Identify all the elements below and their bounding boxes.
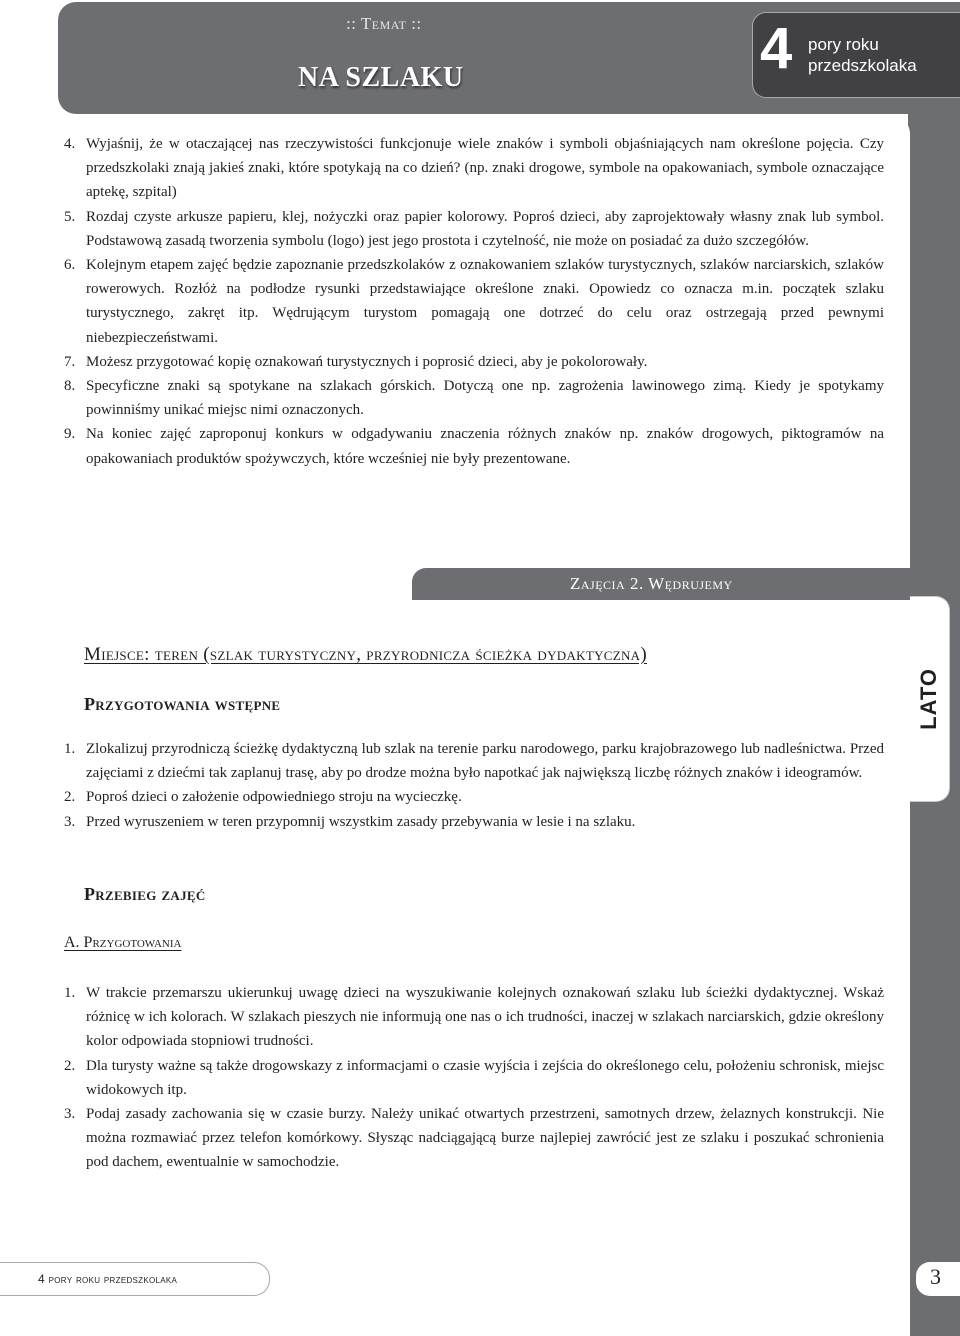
list-item-text: Dla turysty ważne są także drogowskazy z informacjami o czasie wyjścia i zejścia do określonego celu, położeniu schronisk, miejsc widokowych itp.	[86, 1057, 884, 1098]
list-item	[64, 374, 884, 422]
list-item-number: 2.	[64, 789, 76, 806]
preparation-heading: Przygotowania wstępne	[84, 694, 281, 714]
season-tab-label: LATO	[916, 668, 941, 730]
list-item	[64, 1102, 884, 1175]
topic-label: :: Temat ::	[346, 14, 422, 33]
list-item-text: Na koniec zajęć zaproponuj konkurs w odgadywaniu znaczenia różnych znaków np. znaków drogowych, piktogramów na opakowaniach produktów spożywczych, które wcześniej nie były prezentowane.	[86, 426, 884, 467]
list-item	[64, 253, 884, 350]
list-item	[64, 810, 884, 834]
list-item-number: 8.	[64, 378, 76, 395]
brand-number: 4	[760, 16, 793, 81]
list-item	[64, 981, 884, 1054]
subsection-a-heading: A. Przygotowania	[64, 934, 182, 951]
list-item-number: 9.	[64, 426, 76, 443]
section-banner-title: Zajęcia 2. Wędrujemy	[570, 574, 733, 593]
list-item-text: Kolejnym etapem zajęć będzie zapoznanie przedszkolaków z oznakowaniem szlaków turystycznych, szlaków narciarskich, szlaków rowerowych. Rozłóż na podłodze rysunki przedstawiające określone znaki. Opowiedz co oznacza m.in. początek szlaku turystycznego, zakręt itp. Wędrującym turystom pomagają one dotrzeć do celu oraz ostrzegają przed pewnymi niebezpieczeństwami.	[86, 257, 884, 346]
list-item-text: Rozdaj czyste arkusze papieru, klej, nożyczki oraz papier kolorowy. Poproś dzieci, aby zaprojektowały własny znak lub symbol. Podstawową zasadą tworzenia symbolu (logo) jest jego prostota i czytelność, nie może on posiadać za dużo szczegółów.	[86, 208, 884, 249]
footer-brand: 4 pory roku przedszkolaka	[38, 1272, 178, 1286]
subsection-a-list	[64, 981, 884, 1175]
list-item-number: 5.	[64, 208, 76, 225]
list-item-text: W trakcie przemarszu ukierunkuj uwagę dzieci na wyszukiwanie kolejnych oznakowań szlaku lub ścieżki dydaktycznej. Wskaż różnicę w ich kolorach. W szlakach pieszych nie informują one nas o ich trudności, inaczej w szlakach narciarskich, gdzie określony kolor odpowiada stopniowi trudności.	[86, 985, 884, 1050]
location-heading: Miejsce: teren (szlak turystyczny, przyrodnicza ścieżka dydaktyczna)	[84, 644, 647, 665]
list-item	[64, 205, 884, 253]
brand-text	[808, 34, 958, 76]
page-title: NA SZLAKU	[298, 62, 464, 93]
list-item	[64, 132, 884, 205]
list-item-number: 2.	[64, 1057, 76, 1074]
list-item-number: 1.	[64, 741, 76, 757]
list-item-number: 7.	[64, 353, 76, 370]
list-item-number: 1.	[64, 985, 76, 1001]
section-banner	[412, 568, 910, 600]
course-heading: Przebieg zajęć	[84, 884, 206, 904]
list-item-number: 6.	[64, 257, 76, 274]
list-item	[64, 737, 884, 785]
brand-line-1: pory roku	[808, 35, 879, 54]
brand-line-2: przedszkolaka	[808, 56, 917, 75]
list-item	[64, 1054, 884, 1102]
page-number: 3	[930, 1264, 941, 1289]
list-item-number: 3.	[64, 1106, 76, 1123]
list-item-text: Specyficzne znaki są spotykane na szlakach górskich. Dotyczą one np. zagrożenia lawinowego zimą. Kiedy je spotykamy powinniśmy unikać miejsc nimi oznaczonych.	[86, 378, 884, 419]
list-item	[64, 422, 884, 470]
list-item-number: 3.	[64, 813, 76, 830]
list-item-text: Możesz przygotować kopię oznakowań turystycznych i poprosić dzieci, aby je pokolorowały.	[86, 353, 648, 370]
list-item-text: Poproś dzieci o założenie odpowiedniego stroju na wycieczkę.	[86, 789, 462, 806]
list-item-text: Przed wyruszeniem w teren przypomnij wszystkim zasady przebywania w lesie i na szlaku.	[86, 813, 636, 830]
preparation-list	[64, 737, 884, 834]
instruction-list-top	[64, 132, 884, 471]
list-item	[64, 350, 884, 374]
list-item-number: 4.	[64, 136, 76, 152]
list-item-text: Podaj zasady zachowania się w czasie burzy. Należy unikać otwartych przestrzeni, samotnych drzew, żelaznych konstrukcji. Nie można rozmawiać przez telefon komórkowy. Słysząc nadciągającą burze najlepiej zawrócić jest ze szlaku i poszukać schronienia pod dachem, ewentualnie w samochodzie.	[86, 1106, 884, 1171]
list-item-text: Wyjaśnij, że w otaczającej nas rzeczywistości funkcjonuje wiele znaków i symboli objaśniających nam określone pojęcia. Czy przedszkolaki znają jakieś znaki, które spotykają na co dzień? (np. znaki drogowe, symbole na opakowaniach, symbole oznaczające aptekę, szpital)	[86, 136, 884, 201]
list-item-text: Zlokalizuj przyrodniczą ścieżkę dydaktyczną lub szlak na terenie parku narodowego, parku krajobrazowego lub nadleśnictwa. Przed zajęciami z dziećmi tak zaplanuj trasę, aby po drodze można było napotkać jak największą liczbę różnych znaków i ideogramów.	[86, 741, 884, 782]
list-item	[64, 785, 884, 809]
